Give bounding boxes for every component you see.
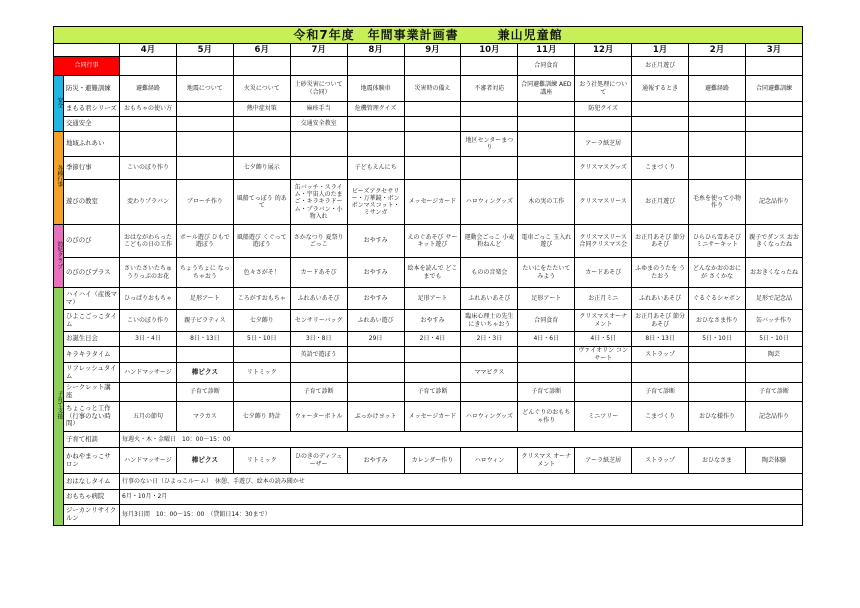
month-cell: メッセージカード [404,402,461,432]
month-cell: 4日・5日 [575,332,632,347]
month-cell [290,363,347,383]
month-cell: 陶芸体験 [745,448,802,474]
month-cell: おやすみ [347,225,404,258]
month-cell [404,363,461,383]
month-cell: おひな様作り [689,402,746,432]
month-cell [689,363,746,383]
month-cell: マラカス [176,402,233,432]
month-cell [461,347,518,363]
merged-text-cell: 毎月3日間 10：00〜15：00 （貸館日14：30まで） [120,505,803,526]
month-cell: 不審者対応 [461,76,518,102]
month-cell [518,132,575,157]
month-cell: 棒ピクス [176,448,233,474]
month-cell: 5日・10日 [745,332,802,347]
month-cell: ふゆまのうたを うたおう [632,258,689,288]
month-header: 7月 [290,44,347,57]
month-cell: ふれあいあそび [632,288,689,310]
month-cell [347,132,404,157]
month-cell: 子どもえんにち [347,157,404,180]
month-cell: 足形で記念品 [745,288,802,310]
row-label: ハイハイ（産後ママ） [64,288,120,310]
month-cell [120,347,177,363]
month-cell [120,383,177,402]
month-cell [461,117,518,132]
month-cell: 合同食育 [518,57,575,76]
month-cell [689,157,746,180]
month-cell: おやすみ [347,258,404,288]
category-yoji [54,225,64,288]
month-cell: ママピクス [461,363,518,383]
month-cell: 災害時の備え [404,76,461,102]
row-label: おはなしタイム [64,474,120,490]
month-cell: おひなさま [689,448,746,474]
category-label: 各種行事 [56,165,63,188]
month-cell: 4日・6日 [518,332,575,347]
merged-text-cell: 行事のない日（ひよっこルーム） 休憩、手遊び、絵本の読み聞かせ [120,474,803,490]
month-cell [404,347,461,363]
month-header: 10月 [461,44,518,57]
month-cell [176,57,233,76]
month-cell [575,117,632,132]
month-cell [518,347,575,363]
row-label: 防災・避難訓練 [64,76,120,102]
month-cell [176,132,233,157]
month-header: 2月 [689,44,746,57]
month-cell: 2日・3日 [461,332,518,347]
row-label: キラキラタイム [64,347,120,363]
month-cell: 子育て診断 [290,383,347,402]
month-cell: どんぐりのおもちゃ作り [518,402,575,432]
month-cell: 親子ピラティス [176,310,233,332]
month-cell [404,117,461,132]
month-cell: お正月あそび 節分あそび [632,225,689,258]
month-header: 4月 [120,44,177,57]
month-cell: 5日・10日 [689,332,746,347]
month-cell: 色々さがそ！ [233,258,290,288]
month-cell: 子育て診断 [404,383,461,402]
month-cell [632,102,689,117]
row-label: おもちゃ病院 [64,490,120,505]
row-label: 交通安全 [64,117,120,132]
row-label: お誕生日会 [64,332,120,347]
month-cell: おやすみ [347,448,404,474]
category-label: 幼児クラブ [56,240,63,269]
month-cell [518,363,575,383]
month-cell: ひのきのディフューザー [290,448,347,474]
month-cell: 足形アート [176,288,233,310]
month-cell: おやすみ [404,310,461,332]
month-cell: アーラ紙芝居 [575,448,632,474]
month-cell: ミニツリー [575,402,632,432]
month-cell: ハンドマッサージ [120,448,177,474]
month-cell: 合同食育 [518,310,575,332]
month-cell [518,102,575,117]
row-label: まもる君シリーズ [64,102,120,117]
month-cell: 防犯クイズ [575,102,632,117]
month-cell: クリスマスリース [575,180,632,225]
month-cell [745,363,802,383]
month-cell: 危機管理クイズ [347,102,404,117]
month-cell: おひなさま作り [689,310,746,332]
month-cell [461,157,518,180]
month-cell [404,102,461,117]
month-cell [689,117,746,132]
row-label: ジーカンリサイクルン [64,505,120,526]
month-cell: 火災について [233,76,290,102]
month-cell [347,57,404,76]
month-cell [347,117,404,132]
month-cell: クリスマスオーナメント [575,310,632,332]
month-cell: 子育て診断 [176,383,233,402]
month-cell: どんなかおのおにが さくかな [689,258,746,288]
month-cell [233,57,290,76]
month-cell [347,383,404,402]
month-header: 6月 [233,44,290,57]
category-label: 子育て支援 [56,391,63,420]
month-cell: ハロウィン [461,448,518,474]
month-cell [120,117,177,132]
month-header: 9月 [404,44,461,57]
row-label: 季節行事 [64,157,120,180]
month-cell: 土砂災害について（合同） [290,76,347,102]
month-cell: さかなつり 夏祭りごっこ [290,225,347,258]
month-cell: ちょうちょに なっちゃおう [176,258,233,288]
month-cell: 29日 [347,332,404,347]
month-cell [745,57,802,76]
month-cell [575,363,632,383]
month-cell: ぐるぐるシャボン [689,288,746,310]
month-cell: こいのぼり作り [120,157,177,180]
month-cell [120,57,177,76]
month-header: 12月 [575,44,632,57]
month-header: 11月 [518,44,575,57]
month-cell: ビーズアクセサリー・万華鏡・ボンボンマスコット・ミサンガ [347,180,404,225]
month-cell: メッセージカード [404,180,461,225]
month-cell [290,57,347,76]
month-header: 1月 [632,44,689,57]
month-cell: こまづくり [632,402,689,432]
row-label: 遊びの教室 [64,180,120,225]
month-cell: 変わりプラバン [120,180,177,225]
month-cell [461,383,518,402]
month-cell: ストラップ [632,347,689,363]
month-cell: 2日・4日 [404,332,461,347]
month-cell [745,117,802,132]
month-cell [689,102,746,117]
month-cell: 地区センターまつり [461,132,518,157]
month-cell [233,347,290,363]
month-cell: リトミック [233,448,290,474]
month-cell: 足形アート [518,288,575,310]
month-cell [347,347,404,363]
merged-text-cell: 毎週火・木・金曜日 10：00〜15：00 [120,432,803,448]
month-cell [290,132,347,157]
month-cell: おやすみ [347,288,404,310]
month-cell: 陶芸 [745,347,802,363]
month-cell: 七夕飾り 時計 [233,402,290,432]
month-cell: おう社処理について [575,76,632,102]
month-cell: ウォーターボトル [290,402,347,432]
month-cell: 子育て診断 [745,383,802,402]
month-cell: センサリーバッグ [290,310,347,332]
month-cell: えのぐあそび サーキット遊び [404,225,461,258]
month-cell: 缶バッチ・スライム・宇宙人のたまご・キラキラドーム・プラバン・小物入れ [290,180,347,225]
month-cell: たいにをたたいて みよう [518,258,575,288]
row-label: のびのびプラス [64,258,120,288]
month-cell: ひらひら雪あそび ミニサーキット [689,225,746,258]
month-cell [461,57,518,76]
merged-text-cell: 6月・10月・2月 [120,490,803,505]
month-cell: 電車ごっこ 玉入れ遊び [518,225,575,258]
category-kakushu [54,132,64,225]
month-cell: こいのぼり作り [120,310,177,332]
schedule-sheet [53,26,803,526]
month-cell: おおきくなったね [745,258,802,288]
month-cell: 子育て診断 [518,383,575,402]
month-cell: 臨床心理士の先生にきいちゃおう [461,310,518,332]
month-cell: ストラップ [632,448,689,474]
row-label: ひよこごっこタイム [64,310,120,332]
month-cell: 五月の節句 [120,402,177,432]
month-cell [632,363,689,383]
row-label: シークレット講座 [64,383,120,402]
page-title: 令和7年度 年間事業計画書 兼山児童館 [54,27,803,44]
month-cell: 合同避難訓練 [745,76,802,102]
row-label: リフレッシュタイム [64,363,120,383]
month-cell: 地震体験車 [347,76,404,102]
category-anzen [54,76,64,132]
month-cell: ハロウィングッズ [461,180,518,225]
month-cell [745,132,802,157]
row-label: 子育て相談 [64,432,120,448]
month-cell: お正月遊び [632,57,689,76]
month-cell: 七夕飾り [233,310,290,332]
month-cell: ふれあいあそび [290,288,347,310]
month-cell: ぶっかけヨット [347,402,404,432]
month-cell [689,132,746,157]
month-cell: 木の実の工作 [518,180,575,225]
month-cell [404,157,461,180]
month-cell [404,132,461,157]
month-cell: クリスマスリース 合同クリスマス会 [575,225,632,258]
row-label: かねやまっこサロン [64,448,120,474]
month-cell: 七夕飾り展示 [233,157,290,180]
month-cell: 風船てっぽう 的あて [233,180,290,225]
month-cell: さいたさいたちゅうりっぷのお花 [120,258,177,288]
month-cell: 毛糸を使って小物作り [689,180,746,225]
category-kosodate [54,288,64,526]
month-cell: クリスマスグッズ [575,157,632,180]
month-cell: ヴァイオリン コンサート [575,347,632,363]
row-label: ちょこっと工作（行事のない時間） [64,402,120,432]
month-cell: 足形アート [404,288,461,310]
month-cell: 地震について [176,76,233,102]
month-cell: お正月あそび 節分あそび [632,310,689,332]
month-cell: 3日・4日 [120,332,177,347]
month-header: 5月 [176,44,233,57]
month-cell: 熱中症対策 [233,102,290,117]
month-cell: カードあそび [290,258,347,288]
month-cell [745,102,802,117]
month-cell: 避難経路 [689,76,746,102]
month-cell: 8日・13日 [632,332,689,347]
month-cell: 5日・10日 [233,332,290,347]
schedule-table [53,26,803,526]
month-cell [404,57,461,76]
month-cell [347,363,404,383]
month-cell: クリスマス オーナメント [518,448,575,474]
month-cell: 記念品作り [745,402,802,432]
month-cell: おはながわらったこどもの日の工作 [120,225,177,258]
month-cell [176,102,233,117]
month-cell: ころがすおもちゃ [233,288,290,310]
month-cell [176,347,233,363]
category-label: 安全 [56,96,63,108]
row-label: のびのび [64,225,120,258]
month-cell: ひっぱりおもちゃ [120,288,177,310]
month-cell: カレンダー作り [404,448,461,474]
month-cell: 交通安全教室 [290,117,347,132]
month-cell [233,383,290,402]
month-cell [176,157,233,180]
month-cell: お正月遊び [632,180,689,225]
month-cell [689,383,746,402]
month-cell [290,157,347,180]
month-cell: お正月ミニ [575,288,632,310]
month-header: 8月 [347,44,404,57]
month-cell [176,117,233,132]
month-cell: ふれあいあそび [461,288,518,310]
month-cell: 子育て診断 [632,383,689,402]
month-cell [233,132,290,157]
header-blank [54,44,120,57]
month-cell [233,117,290,132]
month-cell [518,117,575,132]
month-cell: 記念品作り [745,180,802,225]
month-cell: ものの音楽会 [461,258,518,288]
month-cell: ハロウィングッズ [461,402,518,432]
month-cell: 8日・13日 [176,332,233,347]
month-cell: 缶バッチ作り [745,310,802,332]
month-cell: 運動会ごっこ 小麦粉ねんど [461,225,518,258]
month-cell: 親子でダンス おおきくなったね [745,225,802,258]
month-cell: カードあそび [575,258,632,288]
month-cell: 風船遊び くぐって遊ぼう [233,225,290,258]
month-cell: 避難経路 [120,76,177,102]
month-cell: ふれあい遊び [347,310,404,332]
month-cell [575,383,632,402]
month-cell: 絵本を読んで どこまでも [404,258,461,288]
month-cell [461,102,518,117]
month-cell: 英語で遊ぼう [290,347,347,363]
month-cell: 棒ピクス [176,363,233,383]
month-cell: 合同避難訓練 AED講座 [518,76,575,102]
month-cell [575,57,632,76]
month-cell [689,347,746,363]
month-cell [120,132,177,157]
category-gyoji: 合同行事 [54,57,120,76]
month-cell: 3日・8日 [290,332,347,347]
month-cell [745,157,802,180]
month-cell: ハンドマッサージ [120,363,177,383]
month-cell: 通報するとき [632,76,689,102]
month-header: 3月 [745,44,802,57]
month-cell: ブローチ作り [176,180,233,225]
month-cell: 麻疹手当 [290,102,347,117]
row-label: 地域ふれあい [64,132,120,157]
month-cell [518,157,575,180]
month-cell [632,117,689,132]
month-cell: リトミック [233,363,290,383]
month-cell: こまづくり [632,157,689,180]
month-cell [632,132,689,157]
month-cell: ボール遊び ひもで遊ぼう [176,225,233,258]
month-cell: おもちゃの使い方 [120,102,177,117]
month-cell [689,57,746,76]
month-cell: アーラ紙芝居 [575,132,632,157]
